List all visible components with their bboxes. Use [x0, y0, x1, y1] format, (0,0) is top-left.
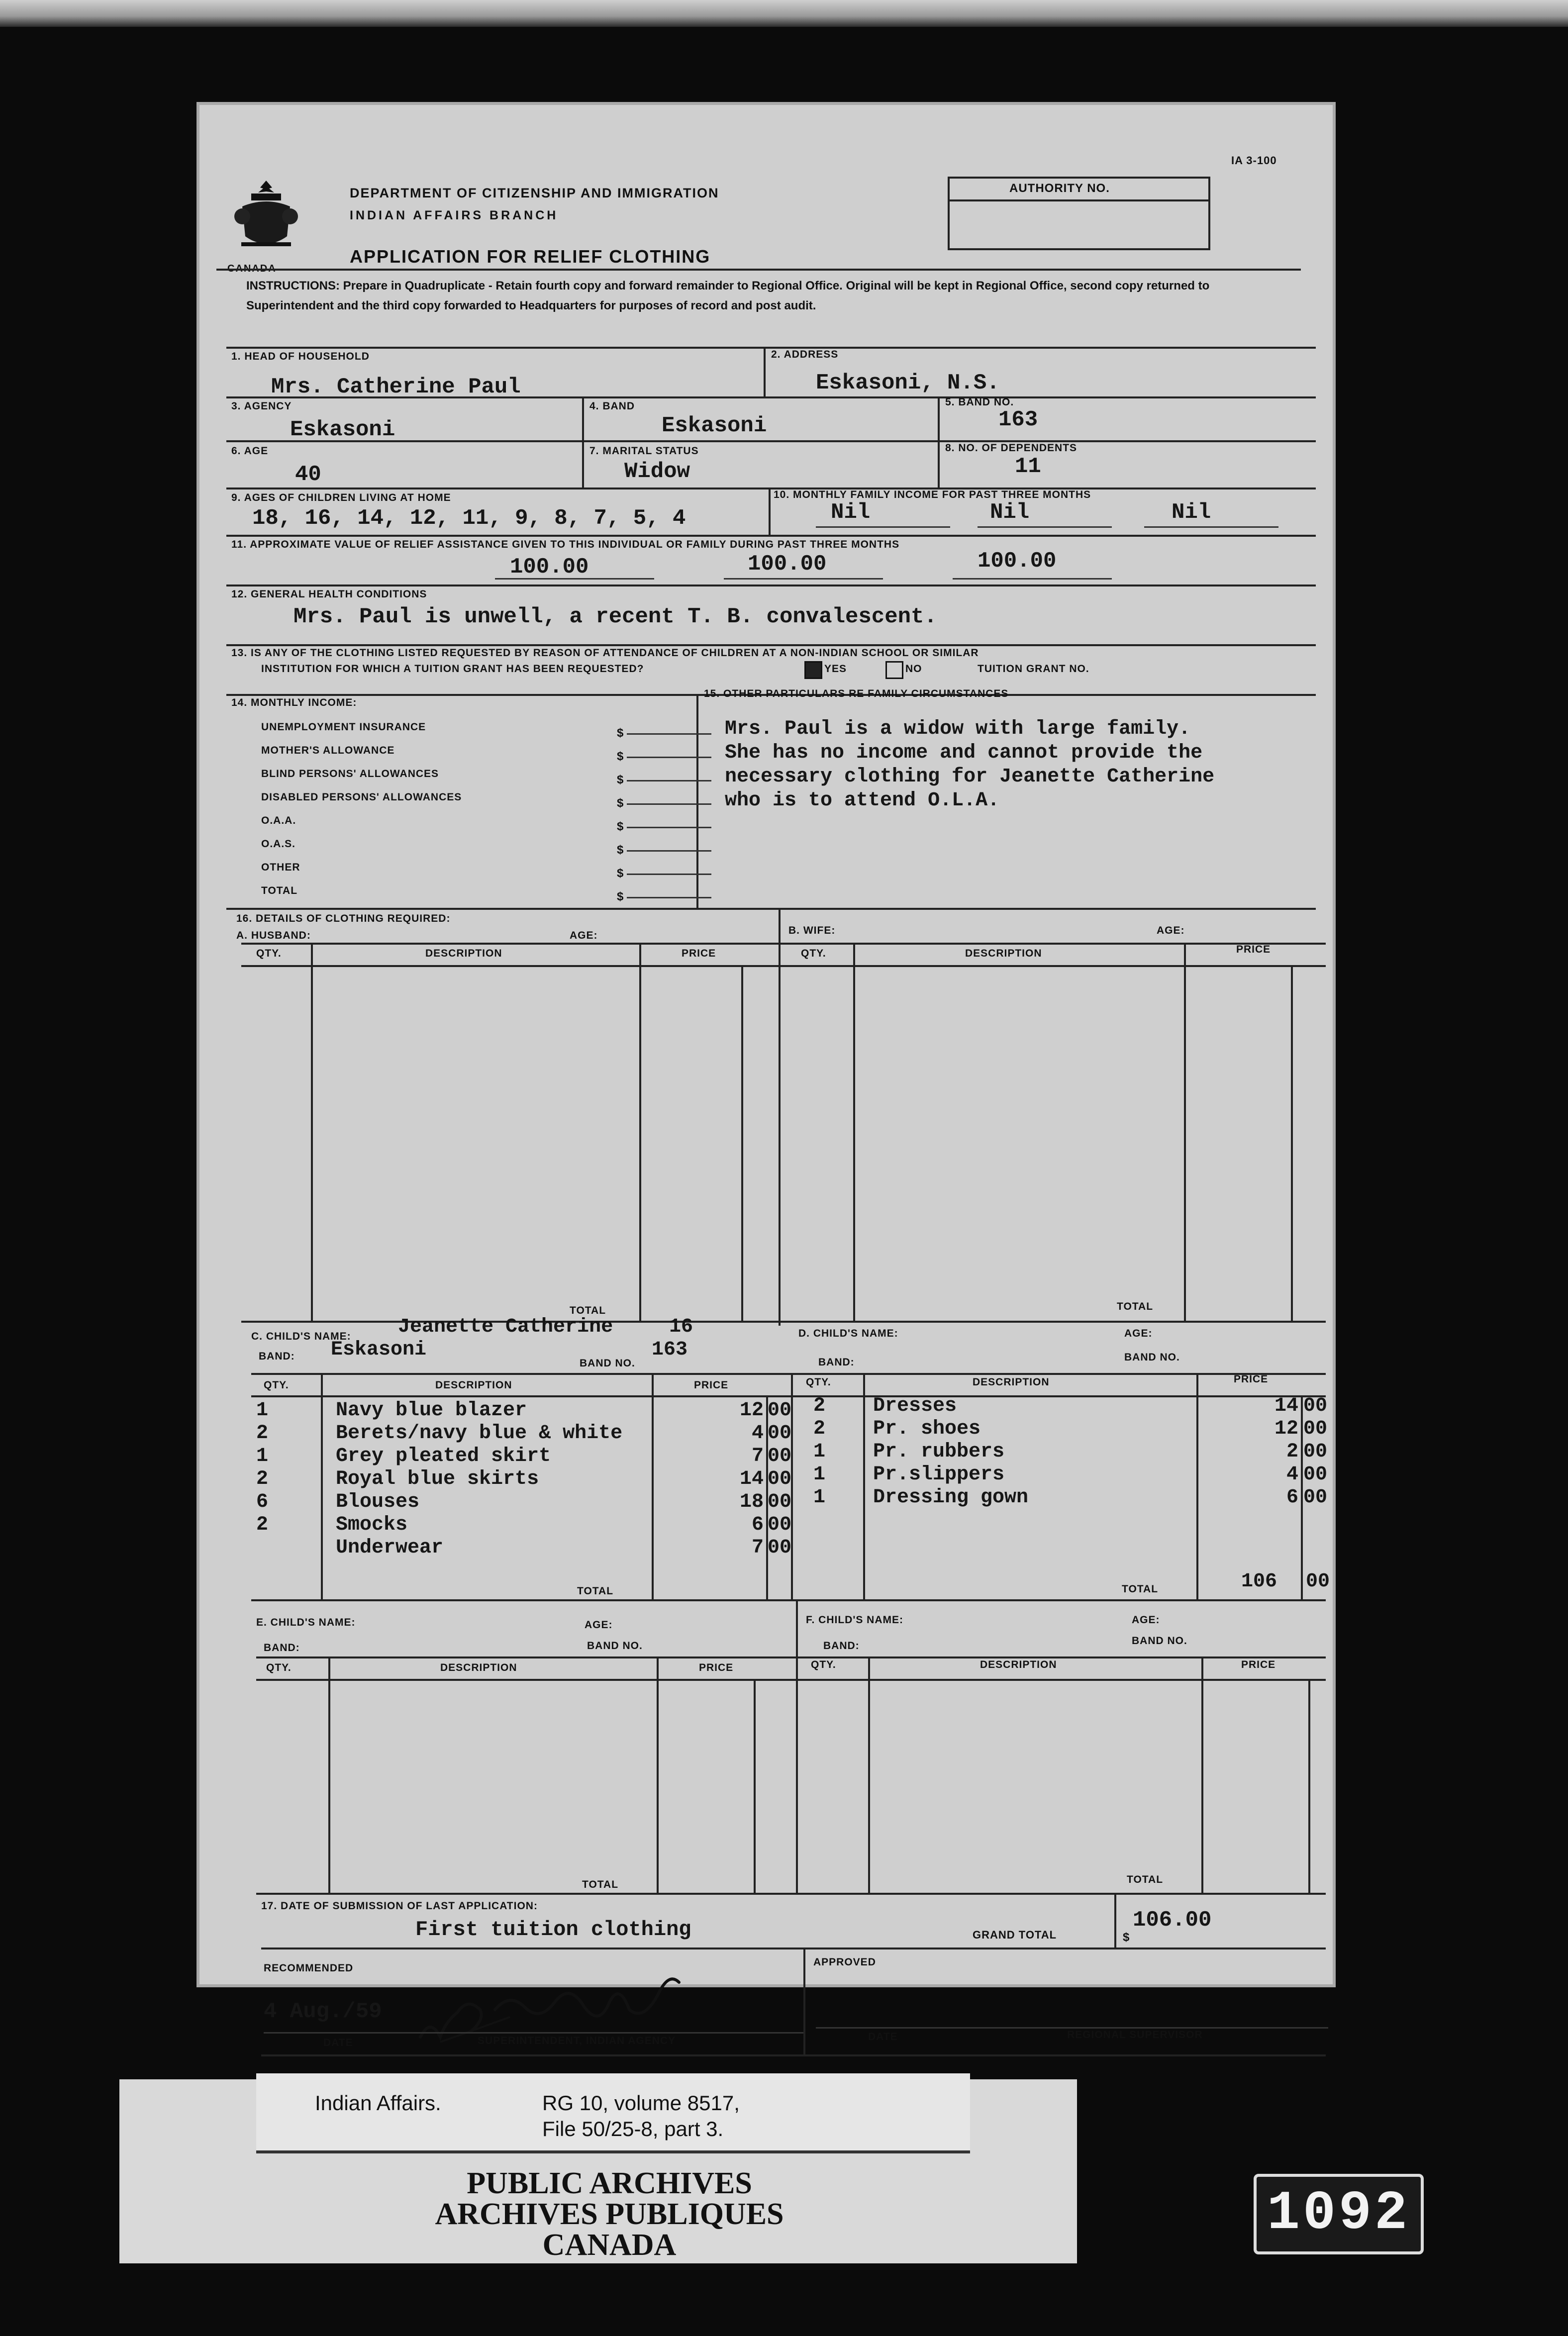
- col-line: [696, 694, 698, 908]
- other-line-4: who is to attend O.L.A.: [725, 789, 1000, 812]
- agency-label: 3. AGENCY: [231, 400, 292, 412]
- item-description: Grey pleated skirt: [336, 1445, 551, 1467]
- item-price-dollars: 18: [739, 1491, 764, 1513]
- col-line: [328, 1656, 330, 1893]
- instructions-text: Prepare in Quadruplicate - Retain fourth copy and forward remainder to Regional Office. Original will be kept in Regional Office, second copy returned to Superintendent and the third copy forwarded to Headquarters for purposes of record and post audit.: [246, 279, 1210, 312]
- item-description: Smocks: [336, 1514, 408, 1536]
- item-price-cents: 00: [1303, 1486, 1328, 1509]
- authority-label: AUTHORITY NO.: [1009, 182, 1110, 195]
- table-line: [256, 1679, 1326, 1681]
- band-no-label-c: BAND NO.: [580, 1358, 635, 1369]
- archive-source: Indian Affairs.: [315, 2091, 441, 2115]
- table-line: [251, 1599, 1326, 1601]
- recommended-label: RECOMMENDED: [264, 1962, 354, 1974]
- age-label: 6. AGE: [231, 445, 269, 457]
- col-line: [1308, 1679, 1310, 1893]
- archive-reference-box: [256, 2073, 970, 2153]
- row-line: [226, 584, 1316, 586]
- grand-total-dollar: $: [1123, 1931, 1130, 1944]
- relief-value-3: 100.00: [978, 549, 1057, 574]
- income-underline: [816, 526, 950, 528]
- item-price-cents: 00: [768, 1537, 792, 1559]
- price-header: PRICE: [1241, 1659, 1276, 1670]
- item-description: Royal blue skirts: [336, 1468, 539, 1490]
- child-c-label: C. CHILD'S NAME:: [251, 1331, 351, 1342]
- child-f-label: F. CHILD'S NAME:: [806, 1614, 903, 1626]
- item-qty: 1: [813, 1441, 826, 1463]
- col-line: [657, 1656, 659, 1893]
- row-line: [261, 1947, 1326, 1949]
- qty-header: QTY.: [256, 948, 282, 959]
- canada-label: CANADA: [227, 263, 277, 274]
- item-qty: 1: [256, 1445, 269, 1467]
- address-label: 2. ADDRESS: [771, 349, 839, 360]
- income-label: 10. MONTHLY FAMILY INCOME FOR PAST THREE MONTHS: [774, 489, 1091, 500]
- yes-label: YES: [824, 663, 847, 675]
- item-qty: 6: [256, 1491, 269, 1513]
- desc-header: DESCRIPTION: [440, 1662, 517, 1673]
- income-dollar-signs: $ $ $ $ $ $ $ $: [617, 726, 624, 903]
- item-qty: 1: [813, 1486, 826, 1509]
- table-line: [256, 1893, 1326, 1895]
- col-line: [1201, 1656, 1203, 1893]
- item-price-cents: 00: [1303, 1395, 1328, 1417]
- grand-total-value: 106.00: [1133, 1908, 1212, 1933]
- col-line: [764, 347, 766, 396]
- yes-checkbox[interactable]: [804, 661, 822, 679]
- col-line: [853, 943, 855, 1321]
- col-line: [868, 1656, 870, 1893]
- qty-header: QTY.: [811, 1659, 836, 1670]
- income-underline: [1144, 526, 1278, 528]
- tuition-label: TUITION GRANT NO.: [978, 663, 1089, 675]
- other-line-1: Mrs. Paul is a widow with large family.: [725, 718, 1191, 740]
- archive-stamp: [348, 2168, 871, 2260]
- child-c-age: 16: [669, 1316, 693, 1338]
- band-no-value: 163: [998, 407, 1038, 432]
- row-line: [261, 2054, 1326, 2056]
- item-qty: 2: [256, 1468, 269, 1490]
- item-description: Blouses: [336, 1491, 420, 1513]
- children-ages-label: 9. AGES OF CHILDREN LIVING AT HOME: [231, 492, 451, 503]
- income-blank: [627, 874, 711, 875]
- col-line: [796, 1599, 798, 1893]
- band-label-f: BAND:: [823, 1640, 860, 1652]
- desc-header: DESCRIPTION: [965, 948, 1042, 959]
- archive-line-2: ARCHIVES PUBLIQUES: [435, 2197, 784, 2231]
- item-price-dollars: 6: [751, 1514, 764, 1536]
- item-price-dollars: 12: [1274, 1418, 1298, 1440]
- income-value-2: Nil: [990, 500, 1030, 525]
- instructions: [246, 276, 1286, 316]
- item-description: Pr.slippers: [873, 1463, 1005, 1486]
- marital-label: 7. MARITAL STATUS: [589, 445, 699, 457]
- husband-label: A. HUSBAND:: [236, 930, 311, 941]
- col-line: [803, 1947, 805, 2054]
- band-no-label-e: BAND NO.: [587, 1640, 643, 1652]
- archive-ref-1: RG 10, volume 8517,: [542, 2091, 740, 2115]
- band-label-d: BAND:: [818, 1357, 855, 1368]
- head-value: Mrs. Catherine Paul: [271, 375, 521, 399]
- age-value: 40: [295, 462, 321, 487]
- item-description: Underwear: [336, 1537, 444, 1559]
- department-name: DEPARTMENT OF CITIZENSHIP AND IMMIGRATION: [350, 186, 719, 200]
- other-label: 15. OTHER PARTICULARS RE FAMILY CIRCUMSTANCES: [704, 688, 1009, 699]
- col-line: [1196, 1373, 1198, 1599]
- child-e-age-label: AGE:: [585, 1619, 613, 1631]
- regional-label: REGIONAL SUPERVISOR: [1067, 2029, 1203, 2041]
- income-source: O.A.A.: [261, 815, 296, 826]
- col-line: [741, 965, 743, 1321]
- total-label: TOTAL: [582, 1879, 619, 1890]
- date-label: DATE: [868, 2031, 898, 2043]
- header-divider: [216, 269, 1301, 271]
- q13-line2: INSTITUTION FOR WHICH A TUITION GRANT HAS BEEN REQUESTED?: [261, 663, 644, 675]
- col-line: [769, 487, 771, 535]
- income-blank: [627, 803, 711, 805]
- band-no-label-d: BAND NO.: [1124, 1352, 1180, 1363]
- total-label: TOTAL: [1127, 1874, 1164, 1885]
- price-header: PRICE: [1236, 944, 1271, 955]
- income-source: DISABLED PERSONS' ALLOWANCES: [261, 791, 462, 803]
- head-label: 1. HEAD OF HOUSEHOLD: [231, 351, 370, 362]
- income-source: TOTAL: [261, 885, 298, 896]
- relief-value-1: 100.00: [510, 555, 589, 580]
- item-price-cents: 00: [1303, 1418, 1328, 1440]
- q13-line1: 13. IS ANY OF THE CLOTHING LISTED REQUESTED BY REASON OF ATTENDANCE OF CHILDREN AT A NON-INDIAN SCHOOL OR SIMILAR: [231, 647, 979, 659]
- item-price-dollars: 4: [1286, 1463, 1298, 1486]
- item-price-dollars: 4: [751, 1422, 764, 1445]
- item-qty: 2: [256, 1514, 269, 1536]
- item-price-dollars: 12: [739, 1399, 764, 1422]
- branch-name: INDIAN AFFAIRS BRANCH: [350, 208, 559, 222]
- item-price-dollars: 14: [739, 1468, 764, 1490]
- col-line: [1301, 1395, 1303, 1599]
- col-line: [1291, 965, 1293, 1321]
- table-line: [241, 965, 1326, 967]
- address-value: Eskasoni, N.S.: [816, 371, 1000, 395]
- health-label: 12. GENERAL HEALTH CONDITIONS: [231, 588, 427, 600]
- price-header: PRICE: [682, 948, 716, 959]
- col-line: [1114, 1893, 1116, 1947]
- grand-total-label: GRAND TOTAL: [973, 1929, 1057, 1941]
- approved-label: APPROVED: [813, 1956, 876, 1968]
- signature-line: [264, 2032, 803, 2034]
- col-line: [863, 1373, 865, 1599]
- relief-value-2: 100.00: [748, 552, 827, 577]
- qty-header: QTY.: [801, 948, 826, 959]
- archive-line-1: PUBLIC ARCHIVES: [467, 2166, 752, 2200]
- recommended-date: 4 Aug./59: [264, 1999, 382, 2024]
- child-c-band-no: 163: [652, 1339, 688, 1361]
- cd-total: 106: [1241, 1570, 1277, 1593]
- signature-line: [816, 2027, 1328, 2029]
- frame-number: 1092: [1267, 2183, 1411, 2245]
- desc-header: DESCRIPTION: [973, 1376, 1050, 1388]
- relief-clothing-form: [196, 102, 1336, 2048]
- income-blank: [627, 733, 711, 735]
- item-price-cents: 00: [768, 1514, 792, 1536]
- cd-total-cents: 00: [1306, 1570, 1330, 1593]
- qty-header: QTY.: [264, 1379, 289, 1391]
- desc-header: DESCRIPTION: [425, 948, 502, 959]
- income-underline: [978, 526, 1112, 528]
- child-c-band: Eskasoni: [331, 1339, 427, 1361]
- row-line: [226, 487, 1316, 489]
- item-price-dollars: 14: [1274, 1395, 1298, 1417]
- income-source: O.A.S.: [261, 838, 296, 850]
- col-line: [582, 396, 584, 487]
- item-qty: 2: [813, 1395, 826, 1417]
- husband-age-label: AGE:: [570, 930, 598, 941]
- relief-underline: [953, 578, 1112, 580]
- income-value-1: Nil: [831, 500, 871, 525]
- item-qty: 2: [813, 1418, 826, 1440]
- qty-header: QTY.: [266, 1662, 292, 1673]
- band-value: Eskasoni: [662, 413, 767, 438]
- table-line: [251, 1395, 1326, 1397]
- col-line: [938, 396, 940, 487]
- item-description: Dresses: [873, 1395, 957, 1417]
- item-price-dollars: 6: [1286, 1486, 1298, 1509]
- dependents-value: 11: [1015, 454, 1041, 479]
- item-description: Pr. shoes: [873, 1418, 981, 1440]
- form-title: APPLICATION FOR RELIEF CLOTHING: [350, 246, 711, 267]
- item-price-cents: 00: [1303, 1441, 1328, 1463]
- frame-counter: [1254, 2174, 1424, 2254]
- child-d-label: D. CHILD'S NAME:: [798, 1328, 898, 1339]
- item-price-dollars: 7: [751, 1537, 764, 1559]
- instructions-label: INSTRUCTIONS:: [246, 279, 340, 292]
- film-top-strip: [0, 0, 1568, 27]
- band-label: 4. BAND: [589, 400, 635, 412]
- agency-value: Eskasoni: [290, 417, 395, 442]
- row-line: [226, 644, 1316, 646]
- last-application-label: 17. DATE OF SUBMISSION OF LAST APPLICATION:: [261, 1900, 538, 1912]
- dependents-label: 8. NO. OF DEPENDENTS: [945, 442, 1078, 454]
- table-line: [256, 1656, 1326, 1658]
- price-header: PRICE: [1234, 1373, 1269, 1385]
- income-source: UNEMPLOYMENT INSURANCE: [261, 721, 426, 733]
- canada-coat-of-arms-icon: [231, 177, 301, 261]
- other-line-2: She has no income and cannot provide the: [725, 742, 1203, 764]
- total-label: TOTAL: [1117, 1301, 1154, 1312]
- item-price-cents: 00: [768, 1422, 792, 1445]
- children-ages-value: 18, 16, 14, 12, 11, 9, 8, 7, 5, 4: [252, 506, 686, 531]
- col-line: [321, 1373, 323, 1599]
- superintendent-label: SUPERINTENDENT, INDIAN AGENCY: [478, 2035, 676, 2046]
- item-description: Pr. rubbers: [873, 1441, 1005, 1463]
- total-label: TOTAL: [1122, 1583, 1159, 1595]
- col-line: [779, 908, 781, 1326]
- item-description: Navy blue blazer: [336, 1399, 527, 1422]
- table-line: [241, 943, 1326, 945]
- no-checkbox[interactable]: [885, 661, 903, 679]
- table-line: [251, 1373, 1326, 1375]
- child-d-age-label: AGE:: [1124, 1328, 1153, 1339]
- item-price-cents: 00: [768, 1399, 792, 1422]
- health-value: Mrs. Paul is unwell, a recent T. B. convalescent.: [294, 604, 937, 629]
- archive-ref-2: File 50/25-8, part 3.: [542, 2117, 724, 2141]
- marital-value: Widow: [624, 459, 690, 484]
- child-f-age-label: AGE:: [1132, 1614, 1160, 1626]
- desc-header: DESCRIPTION: [980, 1659, 1057, 1670]
- income-source: MOTHER'S ALLOWANCE: [261, 745, 395, 756]
- income-blank: [627, 780, 711, 781]
- item-description: Berets/navy blue & white: [336, 1422, 623, 1445]
- item-qty: 1: [256, 1399, 269, 1422]
- date-label: DATE: [323, 2037, 353, 2048]
- child-c-name: Jeanette Catherine: [398, 1316, 613, 1338]
- wife-label: B. WIFE:: [788, 925, 836, 936]
- price-header: PRICE: [694, 1379, 729, 1391]
- last-application-value: First tuition clothing: [415, 1918, 691, 1942]
- relief-underline: [724, 578, 883, 580]
- child-e-label: E. CHILD'S NAME:: [256, 1617, 356, 1628]
- relief-label: 11. APPROXIMATE VALUE OF RELIEF ASSISTANCE GIVEN TO THIS INDIVIDUAL OR FAMILY DURING PAST THREE MONTHS: [231, 539, 900, 550]
- row-line: [226, 908, 1316, 910]
- desc-header: DESCRIPTION: [435, 1379, 512, 1391]
- row-line: [226, 535, 1316, 537]
- income-blank: [627, 827, 711, 828]
- total-label: TOTAL: [570, 1305, 606, 1316]
- col-line: [1184, 943, 1186, 1321]
- monthly-income-label: 14. MONTHLY INCOME:: [231, 697, 357, 708]
- item-price-cents: 00: [1303, 1463, 1328, 1486]
- price-header: PRICE: [699, 1662, 734, 1673]
- income-source: BLIND PERSONS' ALLOWANCES: [261, 768, 439, 779]
- authority-box: [948, 177, 1210, 250]
- archive-line-3: CANADA: [542, 2228, 677, 2262]
- band-label-e: BAND:: [264, 1642, 300, 1654]
- income-source: OTHER: [261, 862, 300, 873]
- total-label: TOTAL: [577, 1585, 614, 1597]
- other-line-3: necessary clothing for Jeanette Catherine: [725, 766, 1215, 788]
- form-code: IA 3-100: [1231, 154, 1277, 167]
- relief-underline: [495, 578, 654, 580]
- band-label-c: BAND:: [259, 1351, 295, 1362]
- item-description: Dressing gown: [873, 1486, 1029, 1509]
- item-price-cents: 00: [768, 1445, 792, 1467]
- income-blank: [627, 757, 711, 758]
- item-price-dollars: 7: [751, 1445, 764, 1467]
- item-price-cents: 00: [768, 1468, 792, 1490]
- col-line: [652, 1373, 654, 1599]
- income-value-3: Nil: [1172, 500, 1211, 525]
- item-price-dollars: 2: [1286, 1441, 1298, 1463]
- no-label: NO: [905, 663, 922, 675]
- col-line: [754, 1679, 756, 1893]
- band-no-label-f: BAND NO.: [1132, 1635, 1187, 1647]
- qty-header: QTY.: [806, 1376, 831, 1388]
- wife-age-label: AGE:: [1157, 925, 1185, 936]
- item-qty: 2: [256, 1422, 269, 1445]
- income-blank: [627, 897, 711, 898]
- col-line: [311, 943, 313, 1321]
- band-no-label: 5. BAND NO.: [945, 396, 1014, 408]
- item-qty: 1: [813, 1463, 826, 1486]
- col-line: [639, 943, 641, 1321]
- item-price-cents: 00: [768, 1491, 792, 1513]
- clothing-section-label: 16. DETAILS OF CLOTHING REQUIRED:: [236, 913, 451, 924]
- income-blank: [627, 850, 711, 852]
